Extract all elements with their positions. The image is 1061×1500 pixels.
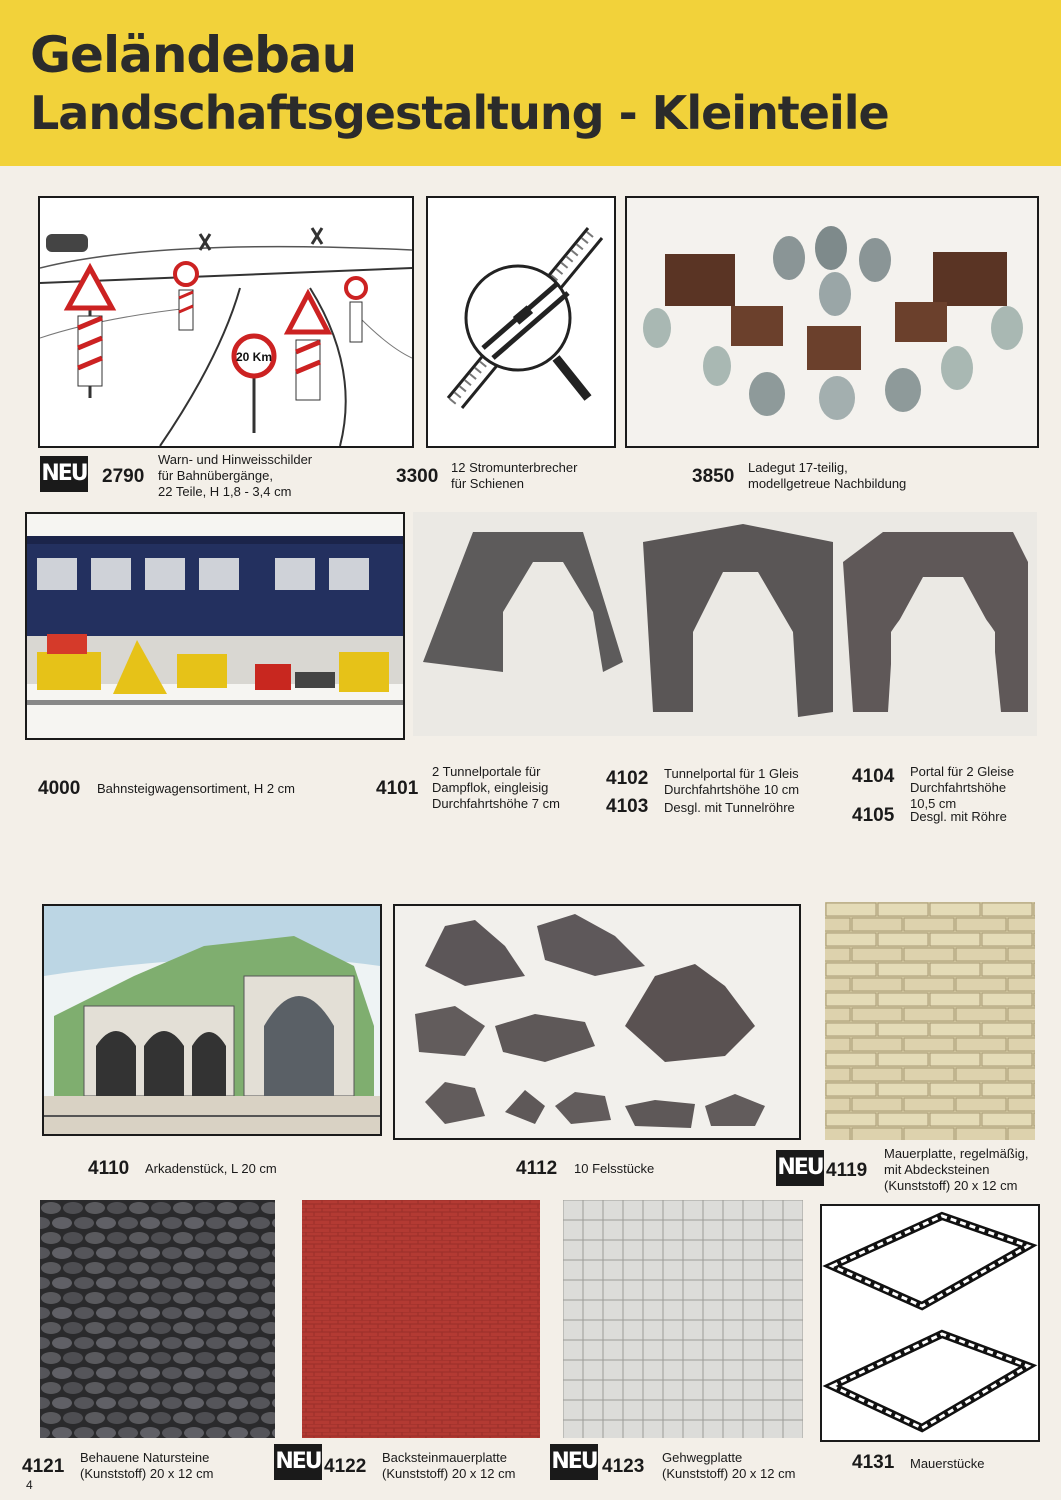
warning-signs-illustration xyxy=(40,198,412,446)
new-badge: NEU xyxy=(550,1444,598,1480)
product-desc-4122 xyxy=(382,1450,515,1482)
product-number-4104: 4104 xyxy=(852,766,895,787)
image-natural-stone-plate xyxy=(40,1200,275,1438)
image-arcade-piece xyxy=(42,904,382,1136)
wall-pieces-illustration xyxy=(822,1206,1038,1440)
desc-line: Mauerplatte, regelmäßig, xyxy=(884,1146,1029,1161)
product-desc-4112: 10 Felsstücke xyxy=(574,1161,655,1176)
product-number-4103: 4103 xyxy=(606,796,649,817)
page-title: Geländebau xyxy=(30,26,357,84)
product-desc-4119 xyxy=(884,1146,1029,1194)
desc-line: Portal für 2 Gleise xyxy=(910,764,1015,779)
image-wall-pieces xyxy=(820,1204,1040,1442)
rocks-photo xyxy=(395,906,799,1138)
desc-line: Tunnelportal für 1 Gleis xyxy=(664,766,799,781)
desc-line: Backsteinmauerplatte xyxy=(382,1450,508,1465)
product-desc-4131: Mauerstücke xyxy=(910,1456,985,1471)
product-number-4112: 4112 xyxy=(516,1158,558,1179)
product-number-3850: 3850 xyxy=(692,466,735,487)
cargo-items-photo xyxy=(627,198,1037,446)
image-cargo-load xyxy=(625,196,1039,448)
product-desc-4102 xyxy=(664,766,799,798)
page-header xyxy=(0,0,1061,166)
desc-line: (Kunststoff) 20 x 12 cm xyxy=(884,1178,1018,1193)
product-number-4110: 4110 xyxy=(88,1158,130,1179)
image-power-interrupters xyxy=(426,196,616,448)
image-paving-plate xyxy=(563,1200,803,1438)
desc-line: 22 Teile, H 1,8 - 3,4 cm xyxy=(158,484,292,499)
new-badge: NEU xyxy=(776,1150,824,1186)
desc-line: 2 Tunnelportale für xyxy=(432,764,541,779)
product-desc-2790 xyxy=(158,452,312,500)
brick-texture xyxy=(302,1200,540,1438)
product-number-4131: 4131 xyxy=(852,1452,895,1473)
desc-line: für Schienen xyxy=(451,476,524,491)
product-desc-4121 xyxy=(80,1450,213,1482)
product-number-4122: 4122 xyxy=(324,1456,367,1477)
page-number: 4 xyxy=(26,1478,33,1492)
desc-line: Ladegut 17-teilig, xyxy=(748,460,848,475)
paving-texture xyxy=(563,1200,803,1438)
tunnel-portals-photo xyxy=(413,512,1037,736)
desc-line: Durchfahrtshöhe xyxy=(910,780,1007,795)
image-warning-signs xyxy=(38,196,414,448)
desc-line: 10,5 cm xyxy=(910,796,957,811)
desc-line: (Kunststoff) 20 x 12 cm xyxy=(662,1466,796,1481)
desc-line: modellgetreue Nachbildung xyxy=(748,476,907,491)
product-desc-4110: Arkadenstück, L 20 cm xyxy=(145,1161,277,1176)
product-number-4101: 4101 xyxy=(376,778,419,799)
product-desc-4104 xyxy=(910,764,1014,812)
desc-line: (Kunststoff) 20 x 12 cm xyxy=(382,1466,516,1481)
speed-sign-text: 20 Km xyxy=(235,350,273,364)
product-number-2790: 2790 xyxy=(102,466,145,487)
product-desc-4103: Desgl. mit Tunnelröhre xyxy=(664,800,795,815)
product-number-4119: 4119 xyxy=(826,1160,868,1181)
desc-line: 12 Stromunterbrecher xyxy=(451,460,578,475)
sandstone-wall-texture xyxy=(825,902,1035,1140)
desc-line: Dampflok, eingleisig xyxy=(432,780,549,795)
desc-line: für Bahnübergänge, xyxy=(158,468,273,483)
product-number-4102: 4102 xyxy=(606,768,649,789)
desc-line: Behauene Natursteine xyxy=(80,1450,210,1465)
product-number-4105: 4105 xyxy=(852,805,895,826)
page-subtitle: Landschaftsgestaltung - Kleinteile xyxy=(30,86,889,140)
natural-stone-texture xyxy=(40,1200,275,1438)
new-badge: NEU xyxy=(40,456,88,492)
product-desc-4000: Bahnsteigwagensortiment, H 2 cm xyxy=(97,781,295,796)
desc-line: Durchfahrtshöhe 10 cm xyxy=(664,782,800,797)
product-desc-3850 xyxy=(748,460,906,492)
platform-carts-photo xyxy=(27,514,403,738)
new-badge: NEU xyxy=(274,1444,322,1480)
product-desc-3300 xyxy=(451,460,577,492)
image-wall-plate-regular xyxy=(825,902,1035,1140)
desc-line: Durchfahrtshöhe 7 cm xyxy=(432,796,560,811)
image-tunnel-portals xyxy=(413,512,1037,736)
desc-line: mit Abdecksteinen xyxy=(884,1162,990,1177)
desc-line: Warn- und Hinweisschilder xyxy=(158,452,313,467)
image-rock-pieces xyxy=(393,904,801,1140)
product-number-4121: 4121 xyxy=(22,1456,65,1477)
product-number-4123: 4123 xyxy=(602,1456,645,1477)
product-desc-4101 xyxy=(432,764,560,812)
track-interrupter-illustration xyxy=(428,198,614,446)
image-platform-carts xyxy=(25,512,405,740)
desc-line: (Kunststoff) 20 x 12 cm xyxy=(80,1466,214,1481)
product-number-4000: 4000 xyxy=(38,778,81,799)
arcade-illustration xyxy=(44,906,380,1134)
image-brick-plate xyxy=(302,1200,540,1438)
desc-line: Gehwegplatte xyxy=(662,1450,743,1465)
product-number-3300: 3300 xyxy=(396,466,439,487)
product-desc-4123 xyxy=(662,1450,795,1482)
product-desc-4105: Desgl. mit Röhre xyxy=(910,809,1007,824)
